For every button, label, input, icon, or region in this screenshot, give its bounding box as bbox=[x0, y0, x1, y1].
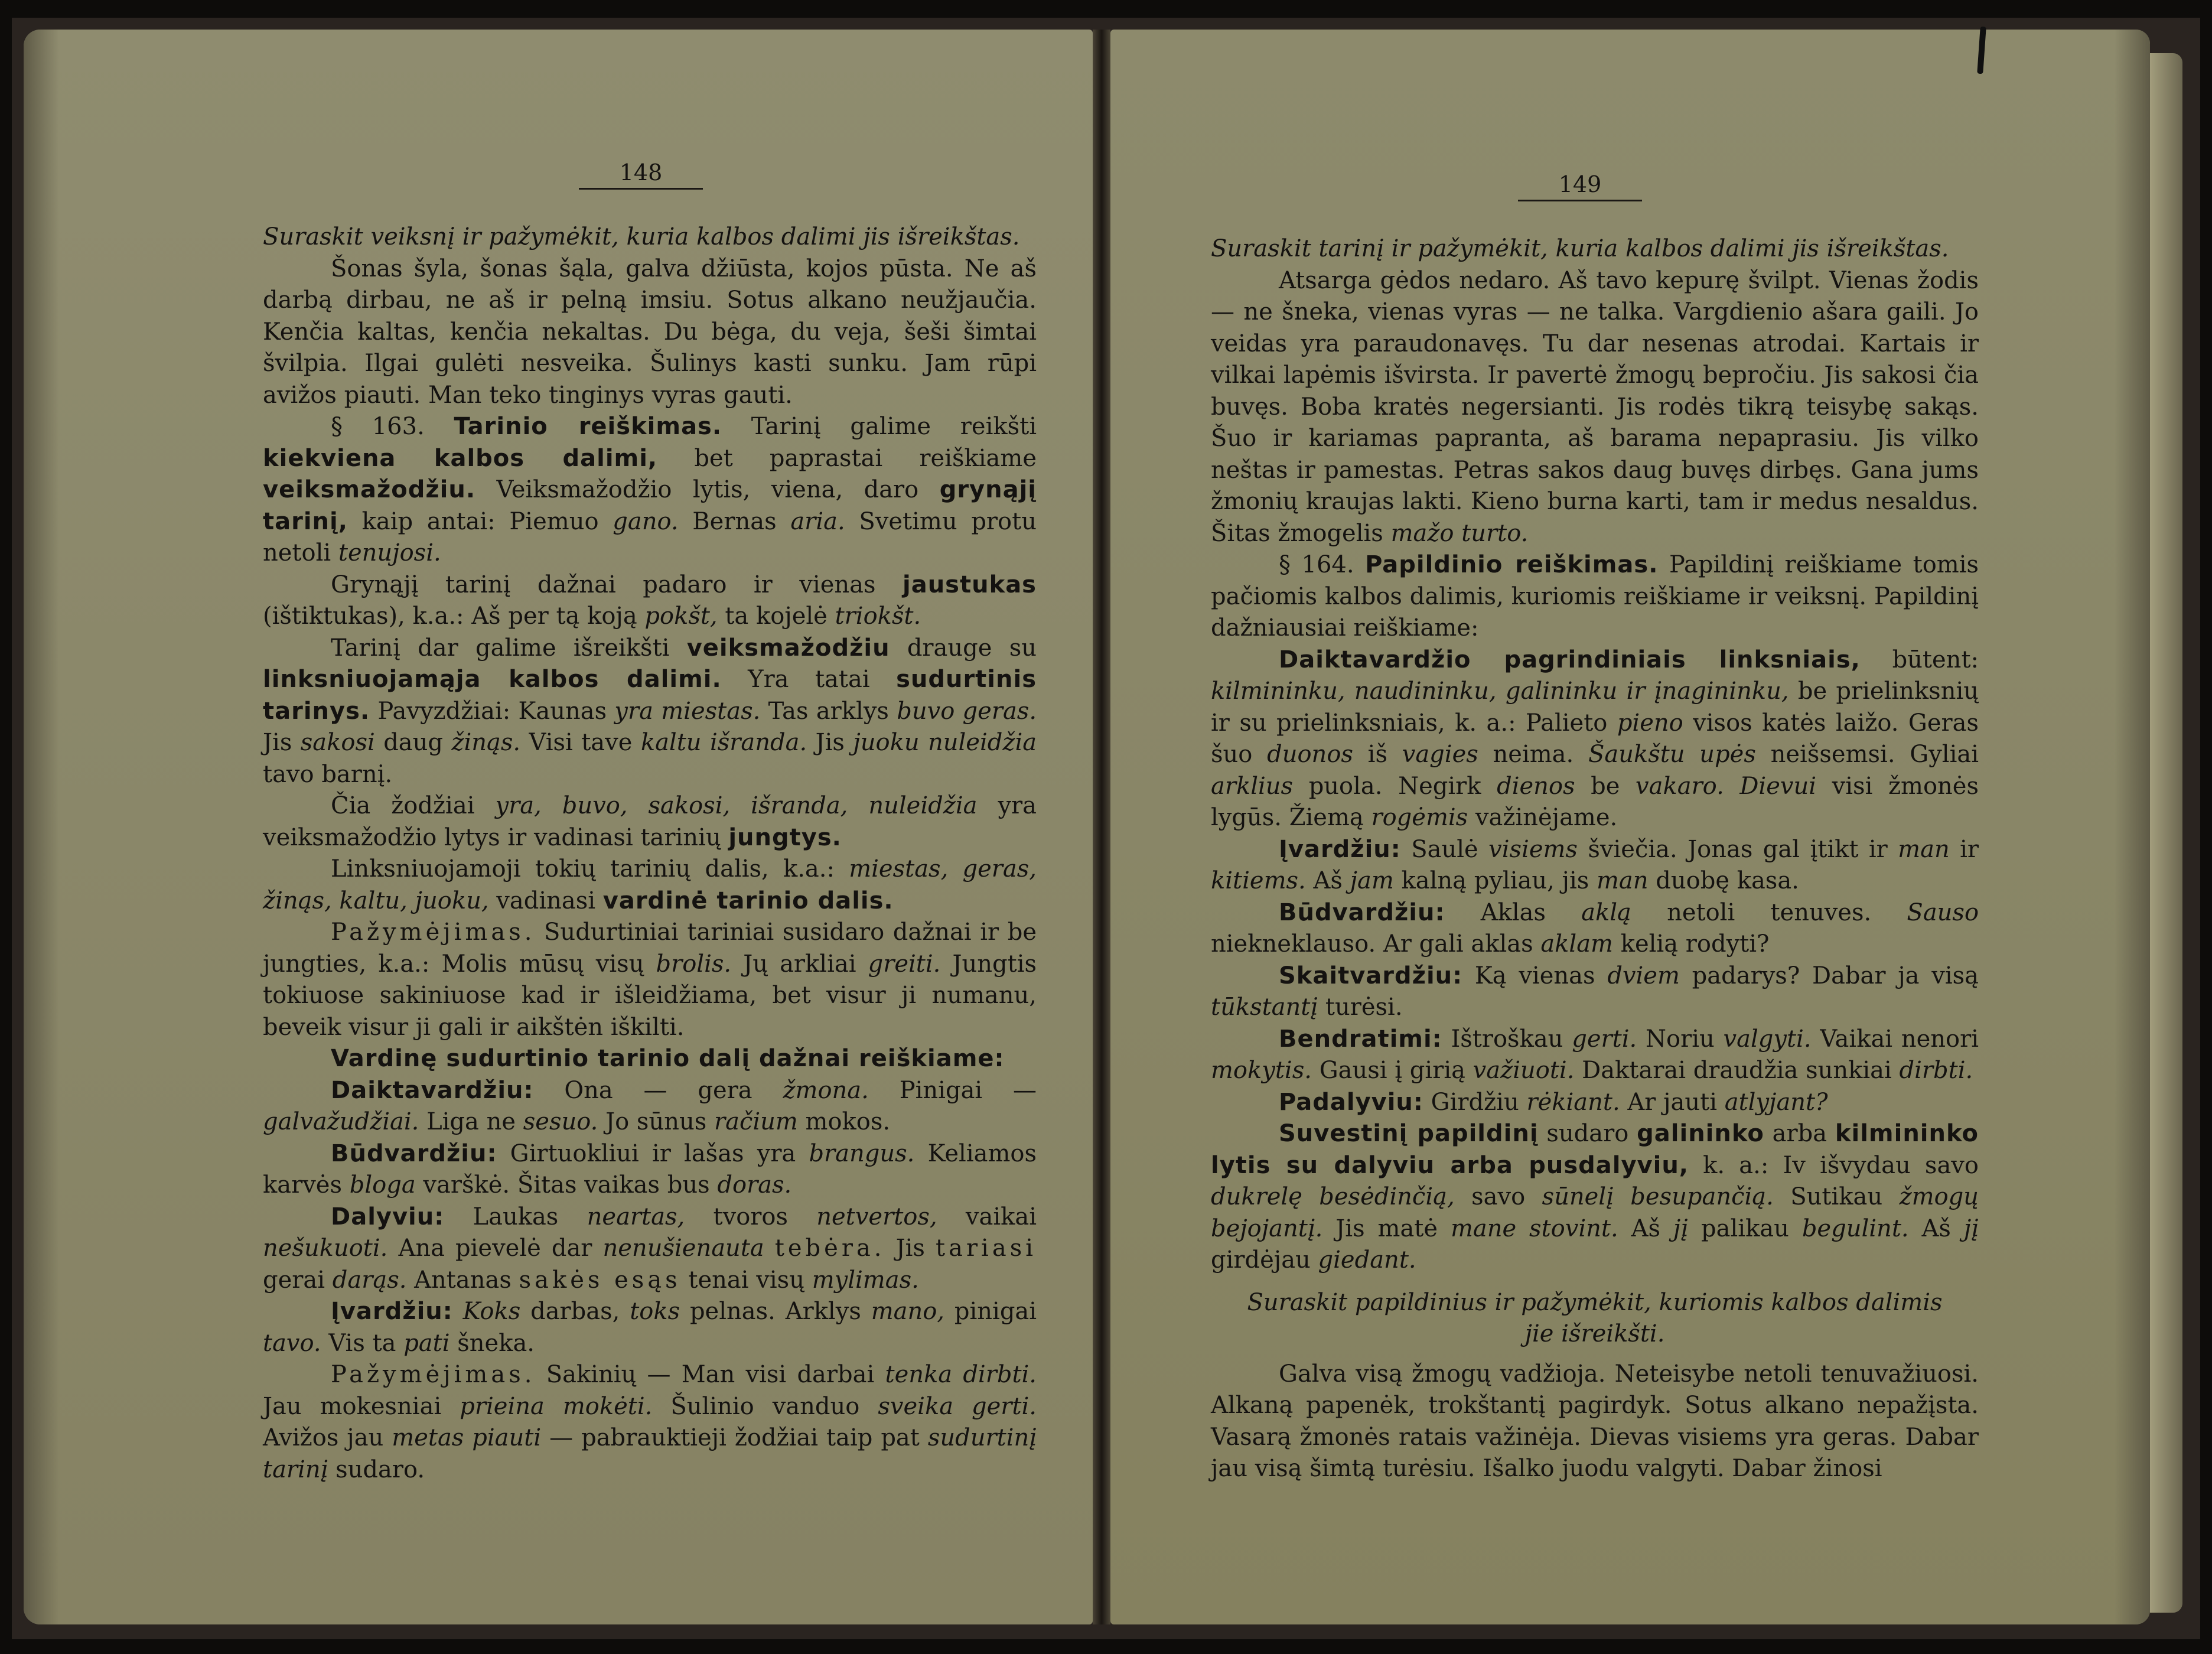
text-run: § 163. bbox=[331, 413, 425, 440]
paragraph-noun bbox=[263, 1075, 1037, 1138]
text-run: būtent: bbox=[1892, 646, 1979, 673]
italic-example: dienos bbox=[1497, 772, 1575, 800]
italic-example: mažo turto. bbox=[1390, 519, 1529, 547]
text-run: Ką vienas bbox=[1474, 962, 1595, 989]
italic-example: aklam bbox=[1540, 930, 1613, 958]
text-run: tvoros bbox=[713, 1203, 788, 1230]
italic-example: pieno bbox=[1617, 709, 1683, 737]
italic-example: man bbox=[1898, 835, 1950, 863]
text-run: Laukas bbox=[473, 1203, 559, 1230]
text-run: Gausi į girią bbox=[1319, 1057, 1465, 1084]
bold-term: vardinė tarinio dalis. bbox=[602, 887, 894, 914]
text-run: Jis bbox=[895, 1235, 925, 1262]
text-run: k. a.: Iv išvydau savo bbox=[1703, 1151, 1979, 1179]
text-run: Aš bbox=[1631, 1215, 1661, 1242]
exercise-instruction bbox=[1211, 233, 1979, 265]
italic-example: mane stovint. bbox=[1450, 1215, 1618, 1242]
exercise-instruction-2: Suraskit papildinius ir pažymėkit, kuriomis kalbos dalimis jie išreikšti. bbox=[1247, 1288, 1943, 1347]
paragraph-nominal-part bbox=[263, 854, 1037, 917]
italic-example: rogėmis bbox=[1371, 804, 1468, 831]
italic-example: jam bbox=[1350, 867, 1394, 894]
bold-term: kiekviena kalbos dalimi, bbox=[263, 444, 658, 472]
text-run: Tas arklys bbox=[768, 697, 889, 725]
left-page bbox=[24, 30, 1093, 1624]
text-run: savo bbox=[1471, 1183, 1526, 1210]
italic-example: Koks bbox=[462, 1298, 521, 1325]
text-run: Yra tatai bbox=[748, 666, 870, 693]
italic-example: aklą bbox=[1581, 898, 1631, 926]
italic-example: kaltu išranda. bbox=[640, 729, 807, 756]
text-run: Grynąjį tarinį dažnai padaro ir vienas bbox=[331, 571, 876, 598]
text-run: kaip antai: Piemuo bbox=[361, 507, 599, 535]
text-run: drauge su bbox=[907, 634, 1037, 662]
text-run: visi žmonės lygūs. Žiemą bbox=[1211, 772, 1979, 831]
italic-example: netvertos, bbox=[816, 1203, 937, 1230]
bold-term: jaustukas bbox=[903, 571, 1037, 598]
italic-example: darąs. bbox=[332, 1266, 407, 1294]
text-run: girdėjau bbox=[1211, 1246, 1311, 1274]
bold-term: Bendratimi: bbox=[1279, 1025, 1442, 1053]
text-run: Jo sūnus bbox=[605, 1108, 707, 1135]
text-run: ir bbox=[1960, 835, 1979, 863]
text-run: Linksniuojamoji tokių tarinių dalis, k.a.: bbox=[331, 855, 835, 883]
text-run: Girdžiu bbox=[1431, 1088, 1519, 1116]
bold-term: veiksmažodžiu bbox=[686, 634, 890, 662]
bold-term: Suvestinį papildinį bbox=[1279, 1120, 1539, 1147]
text-run: tavo barnį. bbox=[263, 760, 393, 788]
text-run: pelnas. Arklys bbox=[689, 1298, 861, 1325]
text-run: Šulinio vanduo bbox=[670, 1392, 860, 1420]
italic-example: sudurtinį tarinį bbox=[263, 1424, 1037, 1483]
text-run: Antanas bbox=[414, 1266, 512, 1294]
text-run: Saulė bbox=[1411, 835, 1478, 863]
text-run: Jų arkliai bbox=[743, 950, 856, 978]
bold-term: veiksmažodžiu. bbox=[263, 476, 476, 503]
text-run: Jungtis tokiuose sakiniuose kad ir išleidžiama, bet visur ji numanu, beveik visur ji gali ir aikštėn iškilti. bbox=[263, 950, 1037, 1041]
italic-example: neartas, bbox=[587, 1203, 685, 1230]
bold-term: sudurtinis tarinys. bbox=[263, 666, 1037, 725]
italic-example: valgyti. bbox=[1723, 1025, 1812, 1053]
paragraph-gerund bbox=[1211, 1087, 1979, 1119]
text-run: niekneklauso. Ar gali aklas bbox=[1211, 930, 1533, 958]
page-stack-edge bbox=[2150, 53, 2182, 1613]
italic-example: vagies bbox=[1402, 741, 1478, 768]
italic-example: dukrelę besėdinčią, bbox=[1211, 1183, 1455, 1210]
page-number: 149 bbox=[1518, 171, 1642, 201]
bold-term: Įvardžiu: bbox=[331, 1298, 453, 1325]
text-run: Tarinį dar galime išreikšti bbox=[331, 634, 670, 662]
text-run: mokos. bbox=[805, 1108, 891, 1135]
italic-example: dviem bbox=[1607, 962, 1680, 989]
italic-example: brangus. bbox=[809, 1139, 915, 1167]
italic-example: račium bbox=[714, 1108, 798, 1135]
italic-example: tenujosi. bbox=[338, 539, 441, 566]
text-run: duobę kasa. bbox=[1656, 867, 1799, 894]
bold-term: grynąjį tarinį, bbox=[263, 476, 1037, 535]
italic-example: mano, bbox=[871, 1298, 945, 1325]
italic-example: greiti. bbox=[868, 950, 941, 978]
text-run: pinigai bbox=[954, 1298, 1037, 1325]
text-run: be bbox=[1591, 772, 1620, 800]
italic-example: pokšt, bbox=[644, 603, 718, 630]
text-run: šviečia. Jonas gal įtikt ir bbox=[1588, 835, 1888, 863]
italic-example: atlyjant? bbox=[1724, 1088, 1828, 1116]
italic-example: pati bbox=[403, 1329, 450, 1357]
text-run: visos katės laižo. Geras šuo bbox=[1211, 709, 1979, 768]
italic-example: toks bbox=[630, 1298, 680, 1325]
exercise-text: Šonas šyla, šonas šąla, galva džiūsta, kojos pūsta. Ne aš darbą dirbau, ne aš ir pelną imsiu. Sotus alkano neužjaučia. Kenčia kaltas, kenčia nekaltas. Du bėga, du veja, šeši šimtai švilpia. Ilgai gulėti nesveika. Šulinys kasti sunku. Jam rūpi avižos piauti. Man teko tinginys vyras gauti. bbox=[263, 255, 1037, 409]
page-number: 148 bbox=[579, 159, 703, 190]
italic-example: važiuoti. bbox=[1473, 1057, 1575, 1084]
text-run: Jau mokesniai bbox=[263, 1392, 442, 1420]
bold-term: Daiktavardžio pagrindiniais linksniais, bbox=[1279, 646, 1861, 673]
italic-example: yra, buvo, sakosi, išranda, nuleidžia bbox=[495, 792, 978, 819]
bold-term: Padalyviu: bbox=[1279, 1088, 1423, 1116]
text-run: Atsarga gėdos nedaro. Aš tavo kepurę švilpt. Vienas žodis — ne šneka, vienas vyras — ne talka. Vargdienio ašara gaili. Jo veidas yra paraudonavęs. Tu dar nesenas atrodai. Kartais ir vilkai lapėmis išvirsta. Ir pavertė žmogų bepročiu. Jis sakosi čia buvęs. Boba kratės negersianti. Jis rodės tikrą teisybę sakąs. Šuo ir kariamas papranta, aš barama nepaprasiu. Jis vilko neštas ir pamestas. Petras sakos daug buvęs dirbęs. Gana jums žmonių kraujas lakti. Kieno burna karti, tam ir medus nesaldus. Šitas žmogelis bbox=[1211, 266, 1979, 547]
bold-term: Skaitvardžiu: bbox=[1279, 962, 1463, 989]
text-run: Papildinį reiškiame tomis pačiomis kalbos dalimis, kuriomis reiškiame ir veiksnį. Papildinį dažniausiai reiškiame: bbox=[1211, 551, 1979, 642]
paragraph-compound-predicate bbox=[263, 633, 1037, 791]
paragraph-note-1 bbox=[263, 917, 1037, 1043]
bold-term: Įvardžiu: bbox=[1279, 835, 1401, 863]
text-run: Aš bbox=[1921, 1215, 1951, 1242]
italic-example: Suraskit tarinį ir pažymėkit, kuria kalbos dalimi jis išreikštas. bbox=[1211, 235, 1949, 262]
italic-example: Šaukštu upės bbox=[1588, 741, 1756, 768]
text-run: daug bbox=[383, 729, 444, 756]
italic-example: nenušienauta bbox=[602, 1235, 764, 1262]
page-text bbox=[263, 222, 1037, 1486]
italic-example: gerti. bbox=[1572, 1025, 1637, 1053]
italic-example: dirbti. bbox=[1899, 1057, 1973, 1084]
italic-example: prieina mokėti. bbox=[460, 1392, 653, 1420]
text-run: Bernas bbox=[692, 507, 777, 535]
paragraph-noun-cases bbox=[1211, 644, 1979, 834]
text-run: Pinigai — bbox=[899, 1076, 1037, 1104]
text-run: Sutikau bbox=[1790, 1183, 1883, 1210]
italic-example: juoku nuleidžia bbox=[853, 729, 1037, 756]
paragraph-interjection bbox=[263, 569, 1037, 633]
book-gutter bbox=[1093, 30, 1110, 1624]
exercise-instruction: Suraskit veiksnį ir pažymėkit, kuria kalbos dalimi jis išreikštas. bbox=[263, 223, 1020, 250]
text-run: Ištroškau bbox=[1451, 1025, 1563, 1053]
text-run: turėsi. bbox=[1325, 994, 1403, 1021]
text-run: ta kojelė bbox=[725, 603, 828, 630]
paragraph-numeral bbox=[1211, 961, 1979, 1024]
text-run: Jis matė bbox=[1335, 1215, 1438, 1242]
text-run: Sakinių — Man visi darbai bbox=[546, 1361, 875, 1388]
paragraph-adjective bbox=[263, 1138, 1037, 1202]
italic-example: yra miestas. bbox=[614, 697, 761, 725]
text-run: (ištiktukas), k.a.: Aš per tą koją bbox=[263, 603, 637, 630]
text-run: Ana pievelė dar bbox=[398, 1235, 592, 1262]
bold-term: Vardinę sudurtinio tarinio dalį dažnai reiškiame: bbox=[331, 1045, 1005, 1072]
text-run: važinėjame. bbox=[1475, 804, 1618, 831]
paragraph-heading-nominal bbox=[263, 1043, 1037, 1075]
page-edge-shadow bbox=[2115, 30, 2150, 1624]
paragraph-adjective bbox=[1211, 897, 1979, 961]
italic-example: žmogų bejojantį. bbox=[1211, 1183, 1979, 1242]
paragraph-164 bbox=[1211, 549, 1979, 644]
italic-example: kitiems. bbox=[1211, 867, 1306, 894]
text-run: tenai visų bbox=[688, 1266, 804, 1294]
italic-example: tavo. bbox=[263, 1329, 321, 1357]
italic-example: sesuo. bbox=[523, 1108, 598, 1135]
page-edge-shadow bbox=[24, 30, 59, 1624]
text-run: palikau bbox=[1701, 1215, 1789, 1242]
bold-term: Tarinio reiškimas. bbox=[454, 413, 722, 440]
bold-term: kilmininko lytis su dalyviu arba pusdalyviu, bbox=[1211, 1120, 1979, 1179]
italic-example: metas piauti bbox=[392, 1424, 542, 1451]
text-run: Vaikai nenori bbox=[1820, 1025, 1979, 1053]
paragraph-pronoun bbox=[263, 1296, 1037, 1359]
italic-example: jį bbox=[1963, 1215, 1979, 1242]
text-run: kalną pyliau, jis bbox=[1401, 867, 1589, 894]
text-run: vadinasi bbox=[496, 887, 596, 914]
text-run: vaikai bbox=[965, 1203, 1037, 1230]
italic-example: sūnelį besupančią. bbox=[1542, 1183, 1774, 1210]
text-run: Daktarai draudžia sunkiai bbox=[1582, 1057, 1892, 1084]
italic-example: tenka dirbti. bbox=[885, 1361, 1037, 1388]
paragraph-compound-object bbox=[1211, 1118, 1979, 1277]
open-book bbox=[12, 18, 2200, 1639]
bold-term: jungtys. bbox=[728, 823, 842, 851]
text-run: Jis bbox=[263, 729, 292, 756]
italic-example: vakaro. Dievui bbox=[1636, 772, 1817, 800]
text-run: sudaro bbox=[1546, 1120, 1629, 1147]
text-run: Girtuokliui ir lašas yra bbox=[510, 1139, 796, 1167]
italic-example: bloga bbox=[349, 1171, 416, 1199]
italic-example: aria. bbox=[790, 507, 845, 535]
text-run: Ona — gera bbox=[564, 1076, 752, 1104]
italic-example: duonos bbox=[1267, 741, 1353, 768]
text-run: Ar jauti bbox=[1627, 1088, 1718, 1116]
italic-example: žinąs. bbox=[451, 729, 521, 756]
text-run: sudaro. bbox=[335, 1456, 425, 1483]
paragraph-infinitive bbox=[1211, 1024, 1979, 1087]
bold-term: galininko bbox=[1637, 1120, 1764, 1147]
bold-term: linksniuojamąja kalbos dalimi. bbox=[263, 666, 722, 693]
text-run: Visi tave bbox=[529, 729, 633, 756]
text-run: Pavyzdžiai: Kaunas bbox=[377, 697, 607, 725]
italic-example: tūkstantį bbox=[1211, 994, 1318, 1021]
text-run: gerai bbox=[263, 1266, 325, 1294]
spaced-term: tebėra. bbox=[774, 1235, 885, 1262]
italic-example: visiems bbox=[1488, 835, 1578, 863]
italic-example: gano. bbox=[613, 507, 679, 535]
text-run: neima. bbox=[1493, 741, 1574, 768]
spaced-term: Pažymėjimas. bbox=[331, 1361, 536, 1388]
text-run: kelią rodyti? bbox=[1620, 930, 1770, 958]
italic-example: man bbox=[1597, 867, 1649, 894]
italic-example: mylimas. bbox=[812, 1266, 919, 1294]
italic-example: triokšt. bbox=[835, 603, 921, 630]
text-run: iš bbox=[1367, 741, 1387, 768]
italic-example: sveika gerti. bbox=[878, 1392, 1037, 1420]
text-run: Jis bbox=[815, 729, 845, 756]
italic-example: doras. bbox=[717, 1171, 792, 1199]
text-run: Aklas bbox=[1480, 898, 1546, 926]
italic-example: giedant. bbox=[1318, 1246, 1416, 1274]
text-run: Vis ta bbox=[328, 1329, 396, 1357]
text-run: Sudurtiniai tariniai susidaro dažnai ir be jungties, k.a.: Molis mūsų visų bbox=[263, 919, 1037, 978]
paragraph-participle bbox=[263, 1202, 1037, 1297]
text-run: puola. Negirk bbox=[1308, 772, 1481, 800]
text-run: neišsemsi. Gyliai bbox=[1770, 741, 1979, 768]
text-run: Tarinį galime reikšti bbox=[751, 413, 1037, 440]
text-run: — pabrauktieji žodžiai taip pat bbox=[549, 1424, 920, 1451]
text-run: § 164. bbox=[1279, 551, 1354, 578]
text-run: darbas, bbox=[530, 1298, 620, 1325]
italic-example: mokytis. bbox=[1211, 1057, 1312, 1084]
text-run: šneka. bbox=[457, 1329, 535, 1357]
bold-term: Daiktavardžiu: bbox=[331, 1076, 534, 1104]
paragraph-junctions bbox=[263, 790, 1037, 854]
italic-example: buvo geras. bbox=[897, 697, 1037, 725]
paragraph-163 bbox=[263, 411, 1037, 569]
italic-example: brolis. bbox=[656, 950, 732, 978]
italic-example: sakosi bbox=[300, 729, 375, 756]
text-run: Liga ne bbox=[426, 1108, 516, 1135]
text-run: netoli tenuves. bbox=[1667, 898, 1872, 926]
text-run: bet paprastai reiškiame bbox=[694, 444, 1037, 472]
text-run: yra veiksmažodžio lytys ir vadinasi tarinių bbox=[263, 792, 1037, 851]
text-run: Aš bbox=[1313, 867, 1343, 894]
paragraph-pronoun bbox=[1211, 834, 1979, 897]
italic-example: arklius bbox=[1211, 772, 1294, 800]
italic-example: kilmininku, naudininku, galininku ir įnagininku, bbox=[1211, 678, 1789, 705]
text-run: arba bbox=[1772, 1120, 1827, 1147]
italic-example: galvažudžiai. bbox=[263, 1108, 419, 1135]
text-run: Keliamos karvės bbox=[263, 1139, 1037, 1199]
page-text bbox=[1211, 233, 1979, 1485]
text-run: Svetimu protu netoli bbox=[263, 507, 1037, 566]
spaced-term: tariasi bbox=[936, 1235, 1037, 1262]
italic-example: rėkiant. bbox=[1526, 1088, 1620, 1116]
bold-term: Dalyviu: bbox=[331, 1203, 445, 1230]
text-run: Noriu bbox=[1645, 1025, 1715, 1053]
exercise-text bbox=[1211, 265, 1979, 550]
paragraph-note-2 bbox=[263, 1359, 1037, 1486]
spaced-term: sakės esąs bbox=[519, 1266, 681, 1294]
bold-term: Būdvardžiu: bbox=[1279, 898, 1445, 926]
text-run: varškė. Šitas vaikas bus bbox=[423, 1171, 710, 1199]
bold-term: Papildinio reiškimas. bbox=[1365, 551, 1659, 578]
exercise-text-2: Galva visą žmogų vadžioja. Neteisybe netoli tenuvažiuosi. Alkaną papenėk, trokštantį pagirdyk. Sotus alkano nepažįsta. Vasarą žmonės ratais važinėja. Dievas visiems yra geras. Dabar jau visą šimtą turėsiu. Išalko juodu valgyti. Dabar žinosi bbox=[1211, 1360, 1979, 1482]
text-run: padarys? Dabar ja visą bbox=[1692, 962, 1979, 989]
text-run: Čia žodžiai bbox=[331, 792, 475, 819]
italic-example: jį bbox=[1673, 1215, 1689, 1242]
italic-example: begulint. bbox=[1801, 1215, 1909, 1242]
right-page bbox=[1110, 30, 2150, 1624]
italic-example: miestas, geras, žinąs, kaltu, juoku, bbox=[263, 855, 1037, 914]
italic-example: Sauso bbox=[1907, 898, 1979, 926]
text-run: be prielinksnių ir su prielinksniais, k. a.: Palieto bbox=[1211, 678, 1979, 737]
spaced-term: Pažymėjimas. bbox=[331, 919, 536, 946]
italic-example: nešukuoti. bbox=[263, 1235, 388, 1262]
text-run: Avižos jau bbox=[263, 1424, 384, 1451]
text-run: Veiksmažodžio lytis, viena, daro bbox=[496, 476, 919, 503]
bold-term: Būdvardžiu: bbox=[331, 1139, 497, 1167]
italic-example: žmona. bbox=[783, 1076, 869, 1104]
